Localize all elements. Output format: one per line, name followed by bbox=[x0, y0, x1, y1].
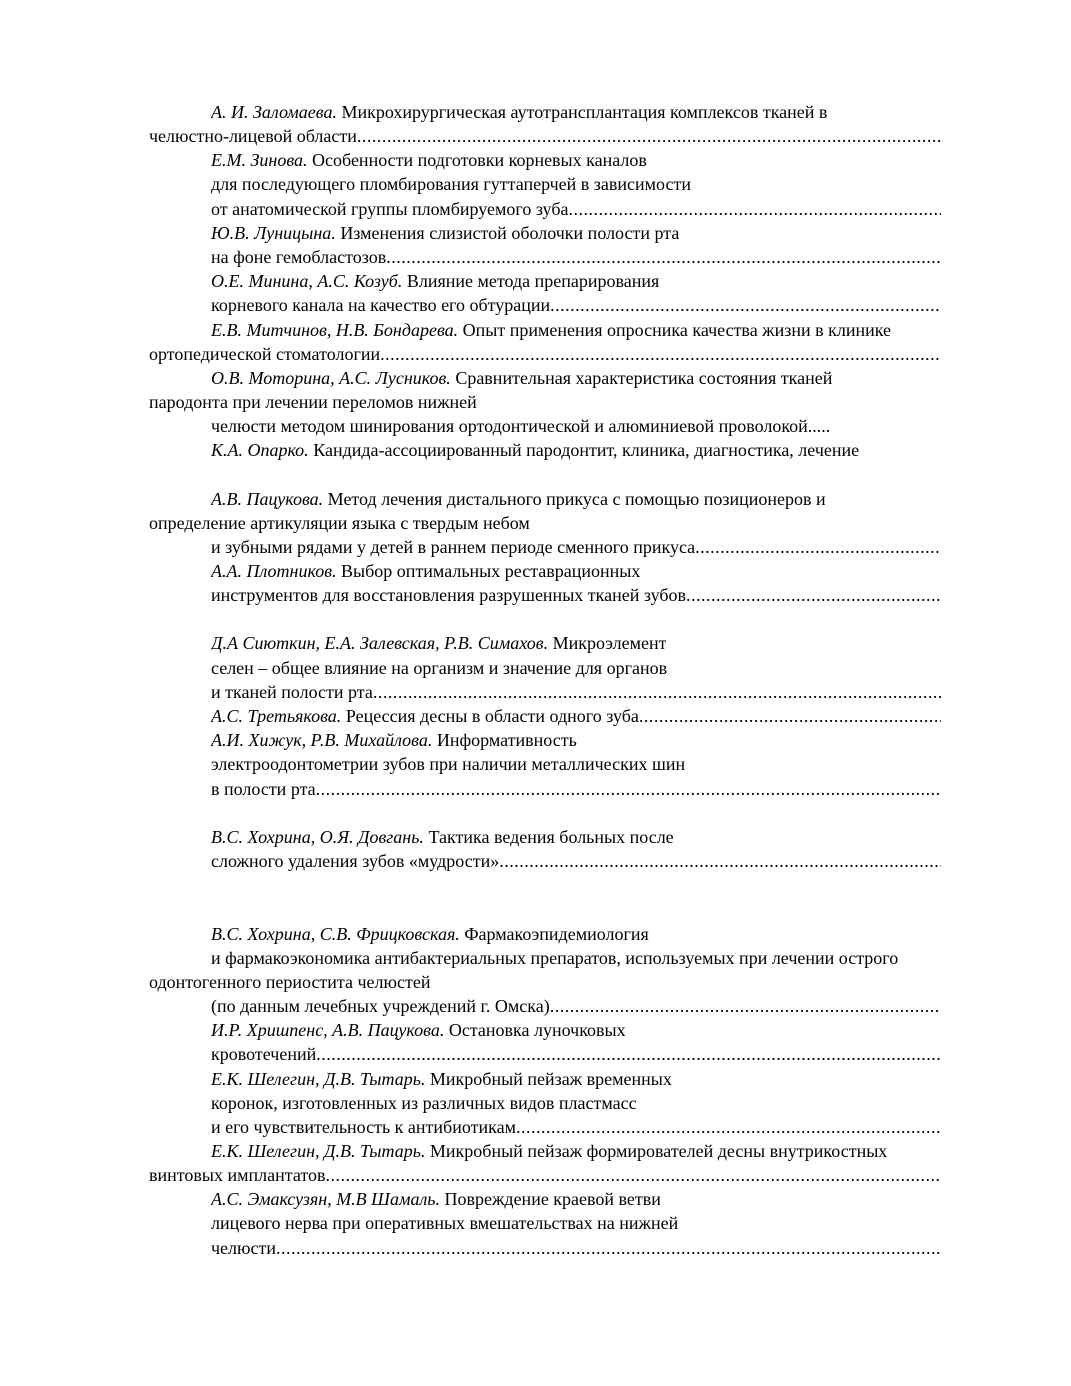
entry-title-cont: от анатомической группы пломбируемого зуба bbox=[211, 199, 569, 219]
entry-title-cont: (по данным лечебных учреждений г. Омска) bbox=[211, 996, 550, 1016]
dot-leader bbox=[386, 245, 941, 269]
entry-title-cont: лицевого нерва при оперативных вмешательствах на нижней bbox=[211, 1213, 679, 1233]
entry-author: О.В. Моторина, А.С. Лусников. bbox=[211, 368, 451, 388]
entry-title: Микроэлемент bbox=[548, 633, 667, 653]
toc-entry-title-line bbox=[211, 1067, 672, 1091]
toc-entry-leader-line bbox=[211, 293, 941, 317]
entry-title: Рецессия десны в области одного зуба bbox=[341, 706, 639, 726]
toc-entry-title-line bbox=[211, 559, 640, 583]
toc-entry-title-line bbox=[211, 487, 826, 511]
dot-leader bbox=[550, 994, 941, 1018]
entry-title-cont: инструментов для восстановления разрушенных тканей зубов bbox=[211, 585, 687, 605]
entry-title: Микробный пейзаж временных bbox=[425, 1069, 672, 1089]
toc-entry-leader-line bbox=[211, 197, 941, 221]
entry-title: Опыт применения опросника качества жизни в клинике bbox=[458, 320, 892, 340]
toc-entry-leader-line bbox=[211, 849, 941, 873]
entry-title-cont: одонтогенного периостита челюстей bbox=[149, 972, 431, 992]
entry-title: Особенности подготовки корневых каналов bbox=[307, 150, 647, 170]
entry-title-cont: челюстно-лицевой области bbox=[149, 126, 357, 146]
entry-title: Кандида-ассоциированный пародонтит, клиника, диагностика, лечение bbox=[308, 440, 860, 460]
entry-title-cont: в полости рта bbox=[211, 779, 316, 799]
entry-title: Влияние метода препарирования bbox=[402, 271, 660, 291]
entry-title-cont: сложного удаления зубов «мудрости» bbox=[211, 851, 500, 871]
entry-title-cont: и его чувствительность к антибиотикам bbox=[211, 1117, 516, 1137]
toc-entry-title-line bbox=[211, 269, 659, 293]
toc-entry-leader-line bbox=[149, 124, 941, 148]
toc-entry-title-line bbox=[211, 318, 891, 342]
toc-entry-leader-line bbox=[211, 583, 941, 607]
entry-author: И.Р. Хришпенс, А.В. Пацукова. bbox=[211, 1020, 445, 1040]
entry-title-cont: определение артикуляции языка с твердым небом bbox=[149, 513, 530, 533]
dot-leader bbox=[568, 197, 941, 221]
entry-author: Е.В. Митчинов, Н.В. Бондарева. bbox=[211, 320, 459, 340]
toc-entry-leader-line bbox=[211, 994, 941, 1018]
entry-author: О.Е. Минина, А.С. Козуб. bbox=[211, 271, 403, 291]
toc-entry-title-line bbox=[211, 825, 674, 849]
dot-leader bbox=[516, 1115, 941, 1139]
entry-title: Остановка луночковых bbox=[444, 1020, 626, 1040]
entry-author: Ю.В. Луницына. bbox=[211, 223, 336, 243]
toc-entry-title-line bbox=[211, 148, 647, 172]
toc-entry-title-line bbox=[211, 1187, 661, 1211]
entry-title-cont: челюсти bbox=[211, 1238, 276, 1258]
dot-leader bbox=[316, 777, 941, 801]
entry-title-cont: челюсти методом шинирования ортодонтической и алюминиевой проволокой..... bbox=[211, 416, 831, 436]
dot-leader bbox=[499, 849, 941, 873]
entry-author: Д.А Сиюткин, Е.А. Залевская, Р.В. Симахов. bbox=[211, 633, 549, 653]
toc-entry-title-line bbox=[211, 631, 666, 655]
toc-entry-leader-line bbox=[211, 1115, 941, 1139]
toc-entry-leader-line bbox=[211, 680, 941, 704]
toc-entry-leader-line bbox=[211, 245, 941, 269]
dot-leader bbox=[686, 583, 941, 607]
entry-author: А. И. Заломаева. bbox=[211, 102, 337, 122]
toc-entry-title-line bbox=[211, 1018, 626, 1042]
entry-title-cont: ортопедической стоматологии bbox=[149, 344, 381, 364]
entry-title: Микробный пейзаж формирователей десны внутрикостных bbox=[425, 1141, 888, 1161]
entry-author: Е.М. Зинова. bbox=[211, 150, 308, 170]
entry-title: Информативность bbox=[432, 730, 577, 750]
toc-entry-leader-line bbox=[211, 535, 941, 559]
entry-author: Е.К. Шелегин, Д.В. Тытарь. bbox=[211, 1141, 426, 1161]
toc-entry-title-line bbox=[211, 100, 827, 124]
entry-title-cont: для последующего пломбирования гуттаперчей в зависимости bbox=[211, 174, 691, 194]
entry-author: В.С. Хохрина, О.Я. Довгань. bbox=[211, 827, 424, 847]
dot-leader bbox=[380, 342, 941, 366]
entry-title-cont: пародонта при лечении переломов нижней bbox=[149, 392, 477, 412]
entry-title: Сравнительная характеристика состояния тканей bbox=[450, 368, 833, 388]
toc-entry-leader-line bbox=[211, 1042, 941, 1066]
entry-title-cont: электроодонтометрии зубов при наличии металлических шин bbox=[211, 754, 686, 774]
entry-title-cont: на фоне гемобластозов bbox=[211, 247, 387, 267]
dot-leader bbox=[316, 1042, 941, 1066]
dot-leader bbox=[373, 680, 941, 704]
toc-entry-title-line bbox=[211, 728, 577, 752]
entry-title: Фармакоэпидемиология bbox=[459, 924, 649, 944]
entry-title-cont: корневого канала на качество его обтурации bbox=[211, 295, 551, 315]
entry-title: Метод лечения дистального прикуса с помощью позиционеров и bbox=[323, 489, 826, 509]
entry-title-cont: коронок, изготовленных из различных видов пластмасс bbox=[211, 1093, 637, 1113]
dot-leader bbox=[276, 1236, 941, 1260]
toc-entry-leader-line bbox=[211, 777, 941, 801]
dot-leader bbox=[357, 124, 941, 148]
toc-entry-title-line bbox=[211, 922, 649, 946]
entry-author: Е.К. Шелегин, Д.В. Тытарь. bbox=[211, 1069, 426, 1089]
toc-entry-leader-line bbox=[211, 1236, 941, 1260]
entry-author: А.И. Хижук, Р.В. Михайлова. bbox=[211, 730, 433, 750]
entry-title-cont: и тканей полости рта bbox=[211, 682, 373, 702]
entry-author: В.С. Хохрина, С.В. Фрицковская. bbox=[211, 924, 460, 944]
entry-title-cont: винтовых имплантатов bbox=[149, 1165, 326, 1185]
dot-leader bbox=[639, 704, 941, 728]
dot-leader bbox=[550, 293, 941, 317]
toc-entry-title-line bbox=[211, 438, 859, 462]
entry-title: Тактика ведения больных после bbox=[423, 827, 674, 847]
entry-title: Повреждение краевой ветви bbox=[439, 1189, 661, 1209]
entry-title-cont: и фармакоэкономика антибактериальных препаратов, используемых при лечении острого bbox=[211, 948, 899, 968]
toc-entry-leader-line bbox=[211, 704, 941, 728]
entry-title-cont: кровотечений bbox=[211, 1044, 317, 1064]
toc-entry-title-line bbox=[211, 366, 832, 390]
entry-author: К.А. Опарко. bbox=[211, 440, 309, 460]
toc-entry-title-line bbox=[211, 1139, 887, 1163]
toc-entry-leader-line bbox=[149, 342, 941, 366]
toc-entry-leader-line bbox=[149, 1163, 941, 1187]
entry-author: А.В. Пацукова. bbox=[211, 489, 324, 509]
entry-title-cont: и зубными рядами у детей в раннем периоде сменного прикуса bbox=[211, 537, 696, 557]
dot-leader bbox=[325, 1163, 941, 1187]
entry-author: А.С. Третьякова. bbox=[211, 706, 342, 726]
entry-title: Изменения слизистой оболочки полости рта bbox=[335, 223, 680, 243]
entry-title: Выбор оптимальных реставрационных bbox=[336, 561, 641, 581]
entry-title: Микрохирургическая аутотрансплантация комплексов тканей в bbox=[336, 102, 828, 122]
entry-author: А.А. Плотников. bbox=[211, 561, 337, 581]
dot-leader bbox=[695, 535, 941, 559]
toc-entry-title-line bbox=[211, 221, 679, 245]
entry-title-cont: селен – общее влияние на организм и значение для органов bbox=[211, 658, 668, 678]
entry-author: А.С. Эмаксузян, М.В Шамаль. bbox=[211, 1189, 440, 1209]
